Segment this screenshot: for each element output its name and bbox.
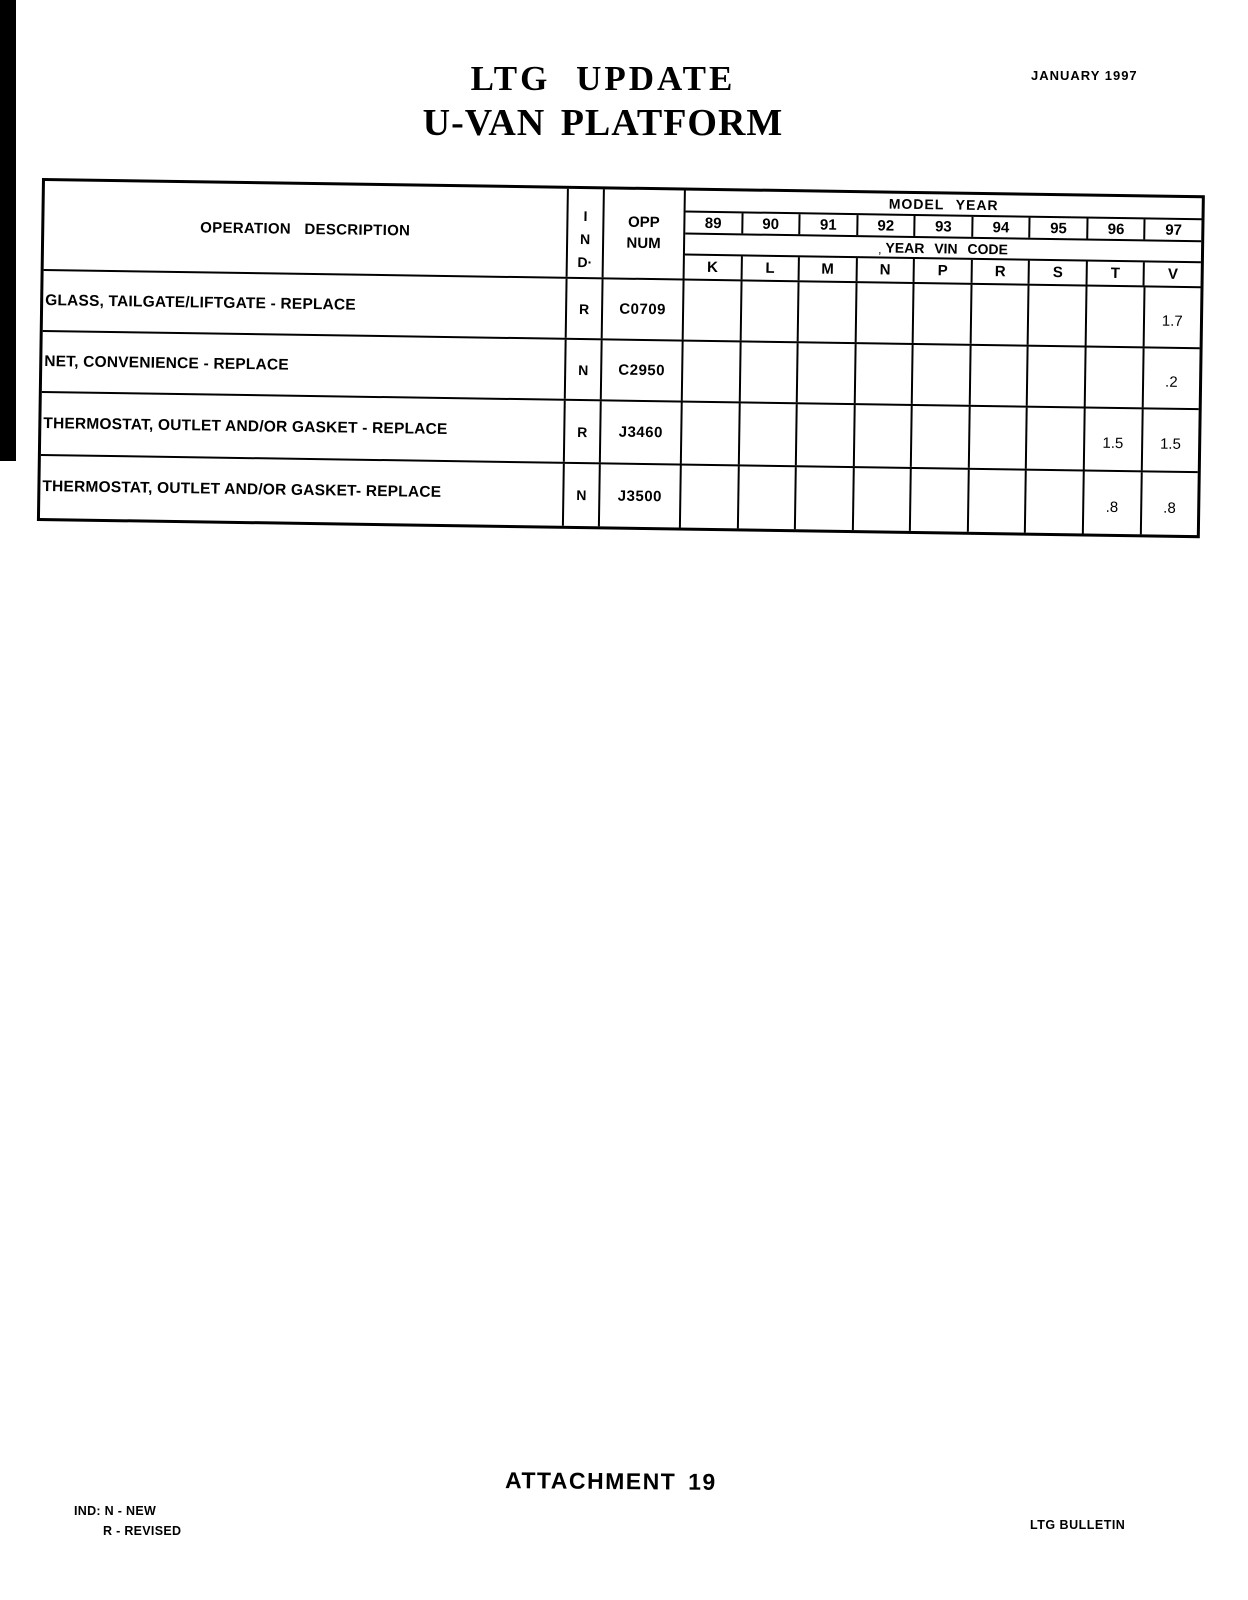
attachment-label: ATTACHMENT 19 xyxy=(504,1467,717,1495)
operation-description-text: NET, CONVENIENCE - REPLACE xyxy=(44,352,290,374)
year-values-block xyxy=(681,466,1198,536)
table-header-row xyxy=(44,181,1202,286)
legend-revised: R - REVISED xyxy=(103,1524,182,1538)
labor-time-cell-94 xyxy=(970,407,1028,469)
labor-time-cell-95 xyxy=(1029,286,1087,346)
labor-time-cell-93 xyxy=(911,469,969,532)
scan-artifact-bar xyxy=(0,0,16,461)
ind-value: N xyxy=(578,361,589,378)
year-values-block xyxy=(682,403,1199,472)
ind-letter-i: I xyxy=(583,207,588,224)
ind-letter-d: D· xyxy=(577,253,593,270)
labor-time-cell-97: 1.5 xyxy=(1159,435,1182,453)
labor-time-cell-95 xyxy=(1028,347,1086,407)
vin-code-K: K xyxy=(685,256,743,280)
labor-time-cell-96: 1.5 xyxy=(1085,409,1143,471)
ind-legend xyxy=(74,1501,181,1541)
title-block xyxy=(300,58,906,146)
vin-code-P: P xyxy=(915,259,973,283)
vin-code-V: V xyxy=(1167,265,1179,283)
labor-time-cell-91 xyxy=(798,343,856,403)
opp-num-value: J3500 xyxy=(617,487,663,505)
labor-time-cell-89 xyxy=(684,281,742,341)
opp-num-value: C0709 xyxy=(619,300,667,319)
labor-time-cell-89 xyxy=(682,403,740,465)
operation-description-cell xyxy=(43,271,568,338)
opp-num-value: C2950 xyxy=(618,361,666,380)
vin-code-T: T xyxy=(1087,262,1145,286)
opp-num-cell xyxy=(603,279,685,339)
labor-time-cell-91 xyxy=(799,282,857,342)
operation-description-label: OPERATION DESCRIPTION xyxy=(200,218,411,239)
year-header-97: 97 xyxy=(1165,221,1183,239)
operation-description-cell xyxy=(41,393,566,462)
ind-value: R xyxy=(577,423,588,440)
labor-time-cell-90 xyxy=(738,466,796,529)
year-header-94: 94 xyxy=(973,217,1031,238)
labor-time-cell-93 xyxy=(912,406,970,468)
labor-time-cell-93 xyxy=(914,284,972,344)
date-label: JANUARY 1997 xyxy=(1031,68,1138,83)
labor-time-cell-97: .2 xyxy=(1164,373,1178,391)
labor-time-cell-89 xyxy=(681,466,739,529)
ind-cell xyxy=(564,464,601,527)
model-year-label: MODEL YEAR xyxy=(686,191,1202,221)
year-header-block xyxy=(685,191,1202,287)
labor-time-cell-95 xyxy=(1026,471,1084,534)
year-header-96: 96 xyxy=(1088,219,1146,240)
opp-num-cell xyxy=(600,464,682,527)
labor-time-cell-92 xyxy=(856,283,914,343)
opp-num-value: J3460 xyxy=(618,423,664,442)
ind-value: R xyxy=(578,300,590,317)
operation-description-text: GLASS, TAILGATE/LIFTGATE - REPLACE xyxy=(45,291,357,314)
labor-time-cell-92 xyxy=(854,468,912,531)
page-title: LTG UPDATE xyxy=(470,59,736,98)
ind-value: N xyxy=(576,486,587,504)
opp-label-line2: NUM xyxy=(626,234,661,253)
labor-time-cell-91 xyxy=(797,404,855,466)
year-header-90: 90 xyxy=(743,213,801,234)
ind-cell xyxy=(566,340,603,400)
operation-description-cell xyxy=(40,456,565,526)
year-header-91: 91 xyxy=(800,214,858,235)
ind-header-letters xyxy=(577,192,593,273)
labor-time-cell-90 xyxy=(740,342,798,402)
year-header-95: 95 xyxy=(1031,218,1089,239)
vin-code-M: M xyxy=(800,257,858,281)
operation-description-text: THERMOSTAT, OUTLET AND/OR GASKET - REPLACE xyxy=(43,414,448,438)
year-header-93: 93 xyxy=(915,216,973,237)
labor-time-cell-93 xyxy=(913,345,971,405)
labor-time-cell-92 xyxy=(855,344,913,404)
operation-description-text: THERMOSTAT, OUTLET AND/OR GASKET- REPLACE xyxy=(42,478,442,501)
legend-new: IND: N - NEW xyxy=(74,1504,157,1518)
vin-code-R: R xyxy=(972,260,1030,284)
operation-description-header xyxy=(44,181,569,277)
year-values-block xyxy=(683,342,1200,409)
labor-time-cell-95 xyxy=(1027,408,1085,470)
vin-code-N: N xyxy=(857,258,915,282)
labor-time-cell-94 xyxy=(971,346,1029,406)
labor-time-cell-94 xyxy=(971,285,1029,345)
bulletin-label: LTG BULLETIN xyxy=(1030,1518,1126,1532)
labor-time-cell-90 xyxy=(741,281,799,341)
year-values-block xyxy=(684,281,1201,348)
labor-time-cell-96: .8 xyxy=(1084,472,1142,535)
ind-header xyxy=(568,189,605,278)
page-subtitle: U-VAN PLATFORM xyxy=(422,102,784,144)
opp-label-line1: OPP xyxy=(627,213,660,232)
labor-time-cell-92 xyxy=(855,405,913,467)
year-header-89: 89 xyxy=(685,213,743,234)
vin-code-S: S xyxy=(1030,261,1088,285)
labor-time-cell-97: .8 xyxy=(1163,499,1176,517)
vin-code-L: L xyxy=(742,256,800,280)
opp-num-label xyxy=(626,212,661,257)
ind-cell xyxy=(567,279,604,339)
labor-time-cell-91 xyxy=(796,467,854,530)
operations-table xyxy=(37,178,1205,538)
labor-time-cell-90 xyxy=(739,403,797,465)
year-header-92: 92 xyxy=(858,215,916,236)
labor-time-cell-89 xyxy=(683,342,741,402)
operation-description-cell xyxy=(42,332,567,399)
ind-cell xyxy=(565,401,602,463)
ind-letter-n: N xyxy=(579,230,591,247)
opp-num-cell xyxy=(601,401,683,463)
opp-num-header xyxy=(604,189,686,278)
opp-num-cell xyxy=(602,340,684,400)
labor-time-cell-94 xyxy=(969,470,1027,533)
labor-time-cell-96 xyxy=(1087,287,1145,347)
labor-time-cell-97: 1.7 xyxy=(1161,312,1183,330)
labor-time-cell-96 xyxy=(1086,348,1144,408)
scan-comma-artifact: , xyxy=(878,241,882,256)
vin-code-text: YEAR VIN CODE xyxy=(885,239,1009,257)
